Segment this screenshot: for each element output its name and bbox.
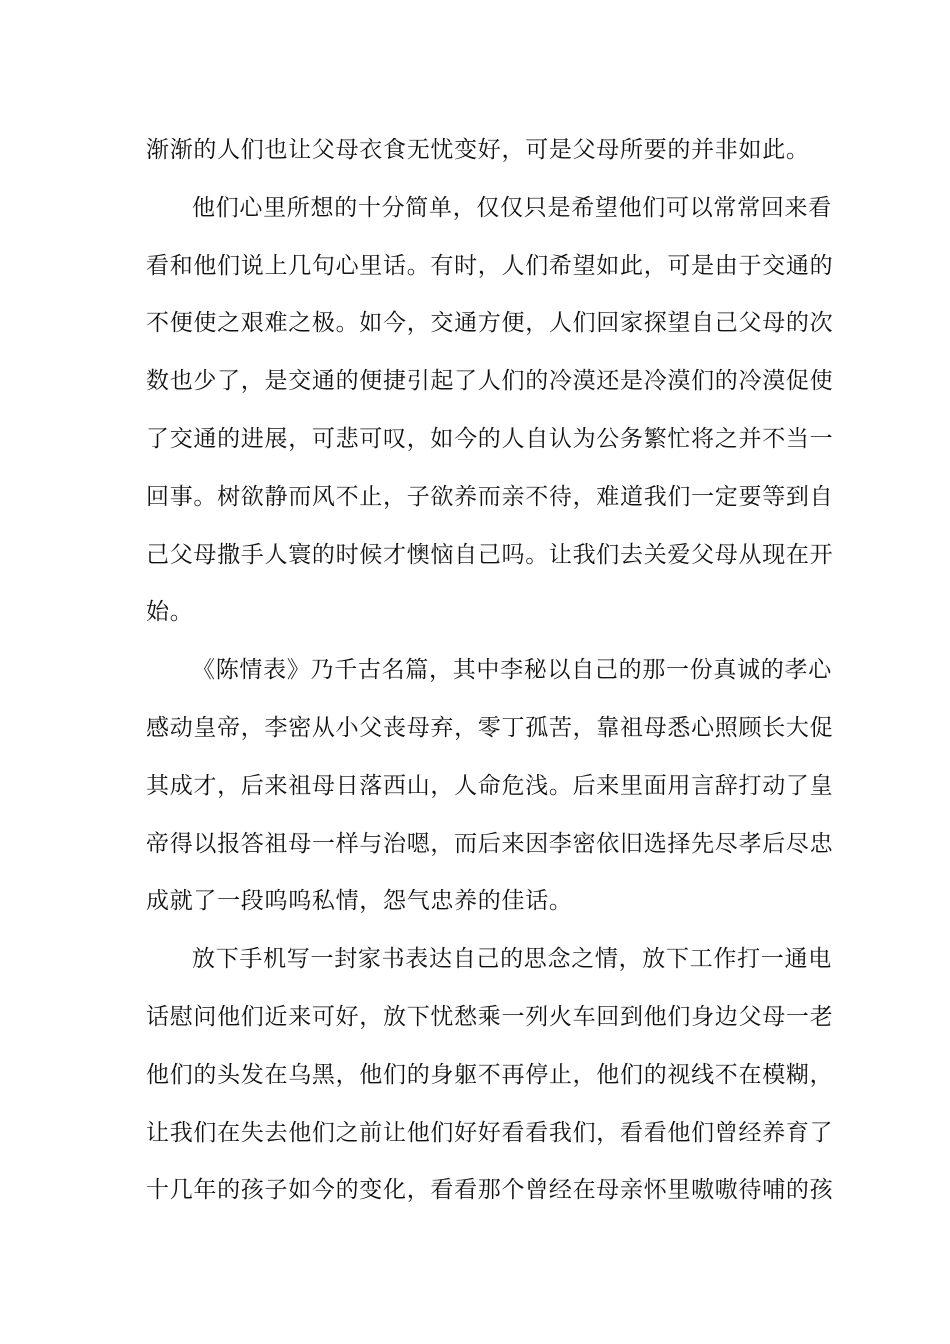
text-line: 始。 [146, 599, 194, 626]
text-line: 让我们在失去他们之前让他们好好看看我们，看看他们曾经养育了 [146, 1119, 834, 1146]
text-line: 感动皇帝，李密从小父丧母弃，零丁孤苦，靠祖母悉心照顾长大促 [146, 714, 834, 741]
text-line: 看和他们说上几句心里话。有时，人们希望如此，可是由于交通的 [146, 252, 834, 279]
text-line: 不便使之艰难之极。如今，交通方便，人们回家探望自己父母的次 [146, 310, 834, 337]
body-text [146, 128, 834, 1226]
text-line: 话慰问他们近来可好，放下忧愁乘一列火车回到他们身边父母一老 [146, 1003, 834, 1030]
text-line: 十几年的孩子如今的变化，看看那个曾经在母亲怀里嗷嗷待哺的孩 [146, 1177, 834, 1204]
text-line: 其成才，后来祖母日落西山，人命危浅。后来里面用言辞打动了皇 [146, 772, 834, 799]
text-line: 己父母撒手人寰的时候才懊恼自己吗。让我们去关爱父母从现在开 [146, 541, 834, 568]
text-line: 帝得以报答祖母一样与治嗯，而后来因李密依旧选择先尽孝后尽忠 [146, 830, 834, 857]
text-line: 渐渐的人们也让父母衣食无忧变好，可是父母所要的并非如此。 [146, 137, 810, 163]
text-line: 了交通的进展，可悲可叹，如今的人自认为公务繁忙将之并不当一 [146, 425, 834, 452]
text-line: 成就了一段呜呜私情，怨气忠养的佳话。 [146, 888, 573, 915]
text-line: 他们的头发在乌黑，他们的身躯不再停止，他们的视线不在模糊， [146, 1061, 834, 1088]
text-line: 放下手机写一封家书表达自己的思念之情，放下工作打一通电 [192, 946, 832, 973]
text-line: 回事。树欲静而风不止，子欲养而亲不待，难道我们一定要等到自 [146, 483, 834, 510]
text-line: 《陈情表》乃千古名篇，其中李秘以自己的那一份真诚的孝心 [192, 657, 832, 684]
text-line: 数也少了，是交通的便捷引起了人们的冷漠还是冷漠们的冷漠促使 [146, 368, 834, 395]
text-line: 他们心里所想的十分简单，仅仅只是希望他们可以常常回来看 [192, 194, 832, 221]
